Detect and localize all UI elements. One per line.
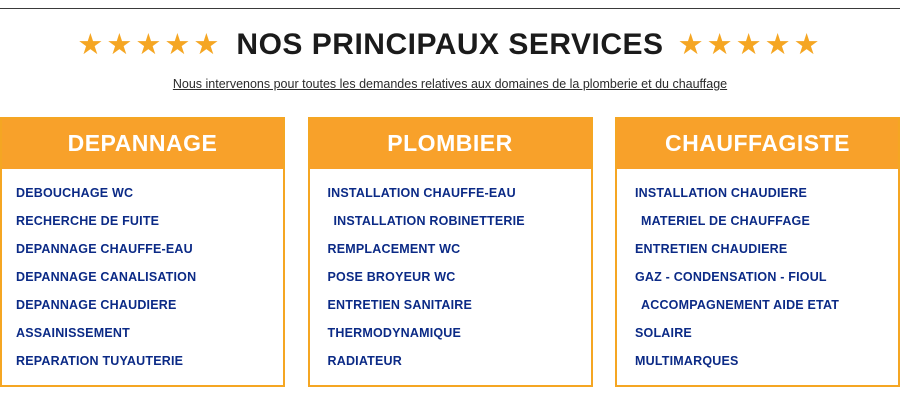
page-subtitle: Nous intervenons pour toutes les demandes relatives aux domaines de la plomberie et du chauffage	[172, 77, 728, 91]
list-item[interactable]: GAZ - CONDENSATION - FIOUL	[635, 270, 827, 284]
list-item[interactable]: ASSAINISSEMENT	[16, 326, 130, 340]
service-card-chauffagiste	[615, 117, 900, 387]
service-card-heading: CHAUFFAGISTE	[617, 119, 898, 169]
page-title: NOS PRINCIPAUX SERVICES	[236, 28, 664, 61]
list-item[interactable]: REMPLACEMENT WC	[327, 242, 461, 256]
service-card-depannage	[0, 117, 285, 387]
list-item[interactable]: ACCOMPAGNEMENT AIDE ETAT	[641, 298, 840, 312]
list-item[interactable]: RECHERCHE DE FUITE	[16, 214, 160, 228]
service-list	[310, 169, 591, 385]
list-item[interactable]: INSTALLATION CHAUFFE-EAU	[327, 186, 516, 200]
list-item[interactable]: THERMODYNAMIQUE	[327, 326, 462, 340]
list-item[interactable]: DEPANNAGE CHAUDIERE	[16, 298, 177, 312]
list-item[interactable]: MULTIMARQUES	[635, 354, 739, 368]
page-title-row	[0, 28, 900, 62]
list-item[interactable]: SOLAIRE	[635, 326, 692, 340]
list-item[interactable]: ENTRETIEN CHAUDIERE	[635, 242, 788, 256]
list-item[interactable]: INSTALLATION CHAUDIERE	[635, 186, 807, 200]
list-item[interactable]: MATERIEL DE CHAUFFAGE	[641, 214, 811, 228]
services-columns	[0, 117, 900, 387]
stars-right-icon: ★★★★★	[677, 28, 823, 61]
list-item[interactable]: DEPANNAGE CHAUFFE-EAU	[16, 242, 193, 256]
service-card-plombier	[308, 117, 593, 387]
service-list	[2, 169, 283, 385]
stars-left-icon: ★★★★★	[77, 28, 223, 61]
list-item[interactable]: POSE BROYEUR WC	[327, 270, 456, 284]
top-divider	[0, 8, 900, 9]
list-item[interactable]: DEPANNAGE CANALISATION	[16, 270, 197, 284]
service-card-heading: PLOMBIER	[310, 119, 591, 169]
list-item[interactable]: DEBOUCHAGE WC	[16, 186, 134, 200]
list-item[interactable]: ENTRETIEN SANITAIRE	[327, 298, 473, 312]
list-item[interactable]: RADIATEUR	[327, 354, 402, 368]
list-item[interactable]: INSTALLATION ROBINETTERIE	[333, 214, 525, 228]
list-item[interactable]: REPARATION TUYAUTERIE	[16, 354, 184, 368]
service-list	[617, 169, 898, 385]
service-card-heading: DEPANNAGE	[2, 119, 283, 169]
